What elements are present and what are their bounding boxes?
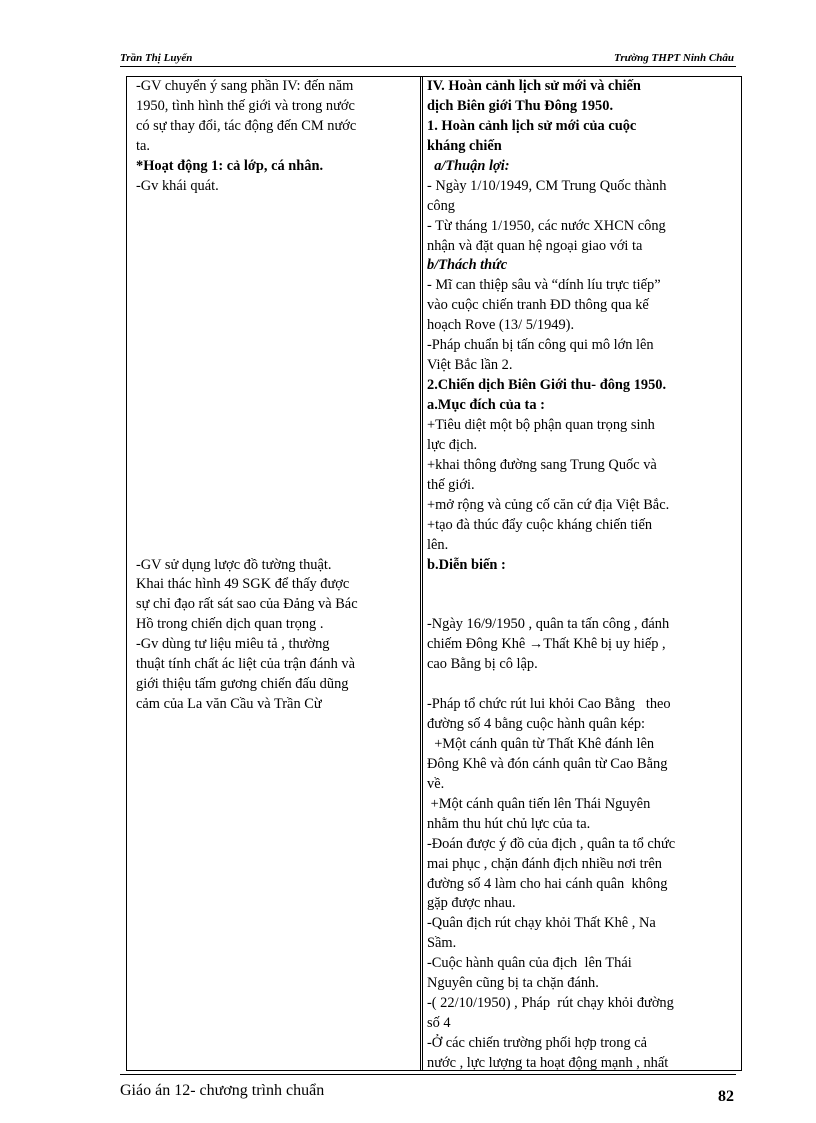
teacher-activities-column: [136, 77, 416, 715]
point-heading: b/Thách thức: [427, 257, 508, 274]
text-line: giới thiệu tấm gương chiến đấu dũng: [136, 676, 349, 693]
footer-rule: [120, 1074, 736, 1075]
text-line: -( 22/10/1950) , Pháp rút chạy khỏi đường: [427, 995, 674, 1012]
text-line: +Tiêu diệt một bộ phận quan trọng sinh: [427, 416, 655, 433]
page-number: 82: [718, 1088, 734, 1105]
text-line: đường số 4 bằng cuộc hành quân kép:: [427, 716, 646, 732]
text-line: -Gv dùng tư liệu miêu tả , thường: [136, 636, 330, 653]
text-line: nhận và đặt quan hệ ngoại giao với ta: [427, 237, 643, 254]
text-line: lên.: [427, 536, 449, 553]
text-line: -Pháp chuẩn bị tấn công qui mô lớn lên: [427, 337, 654, 354]
subsection-heading: kháng chiến: [427, 137, 502, 154]
text-line: - Từ tháng 1/1950, các nước XHCN công: [427, 217, 666, 234]
subsection-heading: 2.Chiến dịch Biên Giới thu- đông 1950.: [427, 377, 667, 394]
header-rule: [120, 66, 736, 67]
footer-title: Giáo án 12- chương trình chuẩn: [120, 1082, 325, 1099]
header-author: Trần Thị Luyến: [120, 52, 193, 64]
text-line: về.: [427, 775, 445, 792]
text-line: công: [427, 197, 455, 214]
text-line: Khai thác hình 49 SGK để thấy được: [136, 576, 350, 593]
text-line: ta.: [136, 137, 150, 154]
text-line: -Ở các chiến trường phối hợp trong cả: [427, 1035, 648, 1051]
text-line: -GV sử dụng lược đồ tường thuật.: [136, 556, 332, 573]
text-line: -Gv khái quát.: [136, 177, 219, 194]
text-line: sự chỉ đạo rất sát sao của Đảng và Bác: [136, 596, 358, 613]
text-line: vào cuộc chiến tranh ĐD thông qua kế: [427, 297, 649, 314]
text-line: +Một cánh quân từ Thất Khê đánh lên: [427, 735, 655, 752]
point-heading: a.Mục đích của ta :: [427, 397, 545, 413]
section-heading: dịch Biên giới Thu Đông 1950.: [427, 97, 614, 114]
text-line: - Ngày 1/10/1949, CM Trung Quốc thành: [427, 177, 667, 194]
text-line: Sầm.: [427, 935, 457, 952]
text-line: -Ngày 16/9/1950 , quân ta tấn công , đánh: [427, 616, 670, 633]
activity-heading: *Hoạt động 1: cả lớp, cá nhân.: [136, 157, 324, 174]
text-line: lực địch.: [427, 436, 478, 453]
section-heading: IV. Hoàn cảnh lịch sử mới và chiến: [427, 78, 641, 94]
text-line: Việt Bắc lần 2.: [427, 357, 513, 374]
text-line: Đông Khê và đón cánh quân từ Cao Bằng: [427, 755, 668, 772]
text-line: Nguyên cũng bị ta chặn đánh.: [427, 975, 599, 992]
text-line: +Một cánh quân tiến lên Thái Nguyên: [427, 795, 651, 812]
text-line: thế giới.: [427, 476, 475, 493]
point-heading: a/Thuận lợi:: [427, 157, 510, 174]
text-line: hoạch Rove (13/ 5/1949).: [427, 317, 575, 334]
column-divider-double: [422, 76, 423, 1071]
point-heading: b.Diễn biến :: [427, 556, 506, 573]
text-line: cao Bằng bị cô lập.: [427, 656, 538, 673]
subsection-heading: 1. Hoàn cảnh lịch sử mới của cuộc: [427, 117, 637, 134]
text-line: chiếm Đông Khê →Thất Khê bị uy hiếp ,: [427, 636, 666, 653]
text-line: +khai thông đường sang Trung Quốc và: [427, 456, 657, 473]
text-line: nước , lực lượng ta hoạt động mạnh , nhất: [427, 1054, 669, 1071]
text-line: +mở rộng và củng cố căn cứ địa Việt Bắc.: [427, 496, 670, 513]
text-line: - Mĩ can thiệp sâu và “dính líu trực tiếp”: [427, 277, 661, 294]
text-line: -Cuộc hành quân của địch lên Thái: [427, 955, 632, 972]
text-line: -GV chuyển ý sang phần IV: đến năm: [136, 78, 354, 94]
text-line: 1950, tình hình thế giới và trong nước: [136, 97, 355, 114]
text-line: -Pháp tổ chức rút lui khỏi Cao Bằng theo: [427, 696, 671, 713]
text-line: Hồ trong chiến dịch quan trọng .: [136, 616, 324, 633]
text-line: số 4: [427, 1015, 451, 1032]
text-line: thuật tính chất ác liệt của trận đánh và: [136, 656, 355, 673]
text-line: gặp được nhau.: [427, 895, 516, 912]
header-school: Trường THPT Ninh Châu: [614, 52, 734, 64]
text-line: đường số 4 làm cho hai cánh quân không: [427, 875, 668, 892]
lesson-content-column: [427, 77, 737, 1074]
text-line: có sự thay đổi, tác động đến CM nước: [136, 117, 357, 134]
text-line: -Đoán được ý đồ của địch , quân ta tổ chức: [427, 835, 676, 852]
column-divider: [420, 76, 421, 1071]
text-line: nhằm thu hút chủ lực của ta.: [427, 815, 591, 832]
text-line: -Quân địch rút chạy khỏi Thất Khê , Na: [427, 915, 656, 932]
text-line: cảm của La văn Cầu và Trần Cừ: [136, 696, 322, 713]
text-line: +tạo đà thúc đẩy cuộc kháng chiến tiến: [427, 516, 653, 533]
text-line: mai phục , chặn đánh địch nhiều nơi trên: [427, 855, 662, 872]
